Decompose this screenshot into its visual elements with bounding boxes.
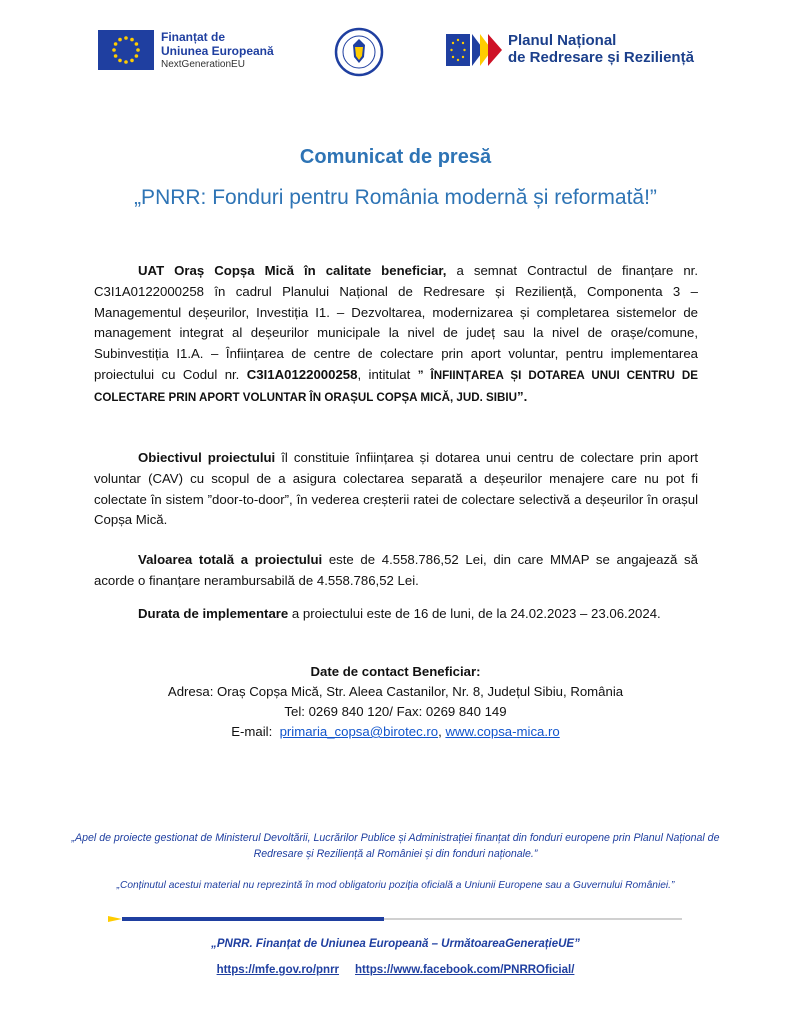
footer-links (0, 964, 791, 976)
contact-address: Adresa: Oraș Copșa Mică, Str. Aleea Castanilor, Nr. 8, Județul Sibiu, România (167, 684, 624, 699)
paragraph-text: este de 4.558.786,52 Lei, din care MMAP se angajează să acorde o finanțare nerambursabilă de 4.558.786,52 Lei. (94, 552, 698, 588)
paragraph-lead: Valoarea totală a proiectului (138, 552, 323, 567)
email-link[interactable]: primaria_copsa@birotec.ro (279, 724, 439, 739)
paragraph-value (94, 550, 698, 592)
pnrr-title-line1: Planul Național (508, 32, 617, 49)
eu-flag-icon (98, 30, 154, 70)
paragraph-end: ”. (516, 388, 528, 404)
footer-note-funding: „Apel de proiecte gestionat de Ministerul Devoltării, Lucrărilor Publice și Administrației finanțat din fonduri europene prin Planul Național de Redresare și Reziliență al României și din fonduri naționale.” (71, 832, 720, 860)
page-subtitle: „PNRR: Fonduri pentru România modernă și reformată!” (134, 186, 657, 209)
paragraph-lead: UAT Oraș Copșa Mică în calitate beneficiar, (138, 263, 447, 278)
facebook-link[interactable]: https://www.facebook.com/PNRROficial/ (355, 964, 575, 976)
project-code: C3I1A0122000258 (246, 366, 358, 382)
contact-separator: , (438, 724, 442, 739)
contact-email-line (0, 722, 791, 743)
paragraph-contract (94, 261, 698, 409)
eu-funding-line3: NextGenerationEU (161, 59, 245, 70)
pnrr-title-line2: de Redresare și Reziliență (508, 49, 694, 66)
government-seal-icon (334, 27, 384, 77)
paragraph-lead: Durata de implementare (138, 606, 289, 621)
paragraph-text: a semnat Contractul de finanțare nr. C3I1A0122000258 în cadrul Planului Național de Redresare și Reziliență, Componenta 3 – Managementul deșeurilor, Investiția I1. – Dezvoltarea, modernizarea și completarea sistemelor de management integrat al deșeurilor municipale la nivel de județ sau la nivel de orașe/comune, Subinvestiția I1.A. – Înființarea de centre de colectare prin aport voluntar, pentru implementarea proiectului cu Codul nr. (94, 263, 698, 382)
footer-divider (108, 915, 682, 923)
mfe-link[interactable]: https://mfe.gov.ro/pnrr (216, 964, 340, 976)
paragraph-text: îl constituie înființarea și dotarea unui centru de colectare prin aport voluntar (CAV) cu scopul de a asigura colectarea separată a deșeurilor menajere care nu pot fi colectate în sistem ”door-to-door”, în vederea creșterii ratei de colectare selectivă a deșeurilor în orașul Copșa Mică. (94, 450, 698, 528)
email-label: E-mail: (231, 724, 273, 739)
contact-heading: Date de contact Beneficiar: (310, 664, 481, 679)
paragraph-lead: Obiectivul proiectului (138, 450, 276, 465)
paragraph-text: , intitulat (357, 366, 418, 382)
paragraph-text: a proiectului este de 16 de luni, de la 24.02.2023 – 23.06.2024. (288, 606, 661, 621)
website-link[interactable]: www.copsa-mica.ro (445, 724, 560, 739)
contact-phone: Tel: 0269 840 120/ Fax: 0269 840 149 (284, 704, 507, 719)
paragraph-duration (94, 604, 698, 625)
project-title: ” ÎNFIINȚAREA ȘI DOTAREA UNUI CENTRU DE COLECTARE PRIN APORT VOLUNTAR ÎN ORAȘUL COPȘA MICĂ, JUD. SIBIU (94, 368, 698, 404)
pnrr-logo-icon (446, 30, 504, 70)
eu-funding-line1: Finanțat de (161, 30, 226, 44)
eu-funding-line2: Uniunea Europeană (161, 44, 274, 58)
footer-tagline: „PNRR. Finanțat de Uniunea Europeană – UrmătoareaGenerațieUE” (211, 938, 580, 950)
page-title: Comunicat de presă (299, 146, 492, 168)
footer-note-disclaimer: „Conținutul acestui material nu reprezintă în mod obligatoriu poziția oficială a Uniunii Europene sau a Guvernului României.” (116, 880, 675, 891)
paragraph-objective (94, 448, 698, 531)
